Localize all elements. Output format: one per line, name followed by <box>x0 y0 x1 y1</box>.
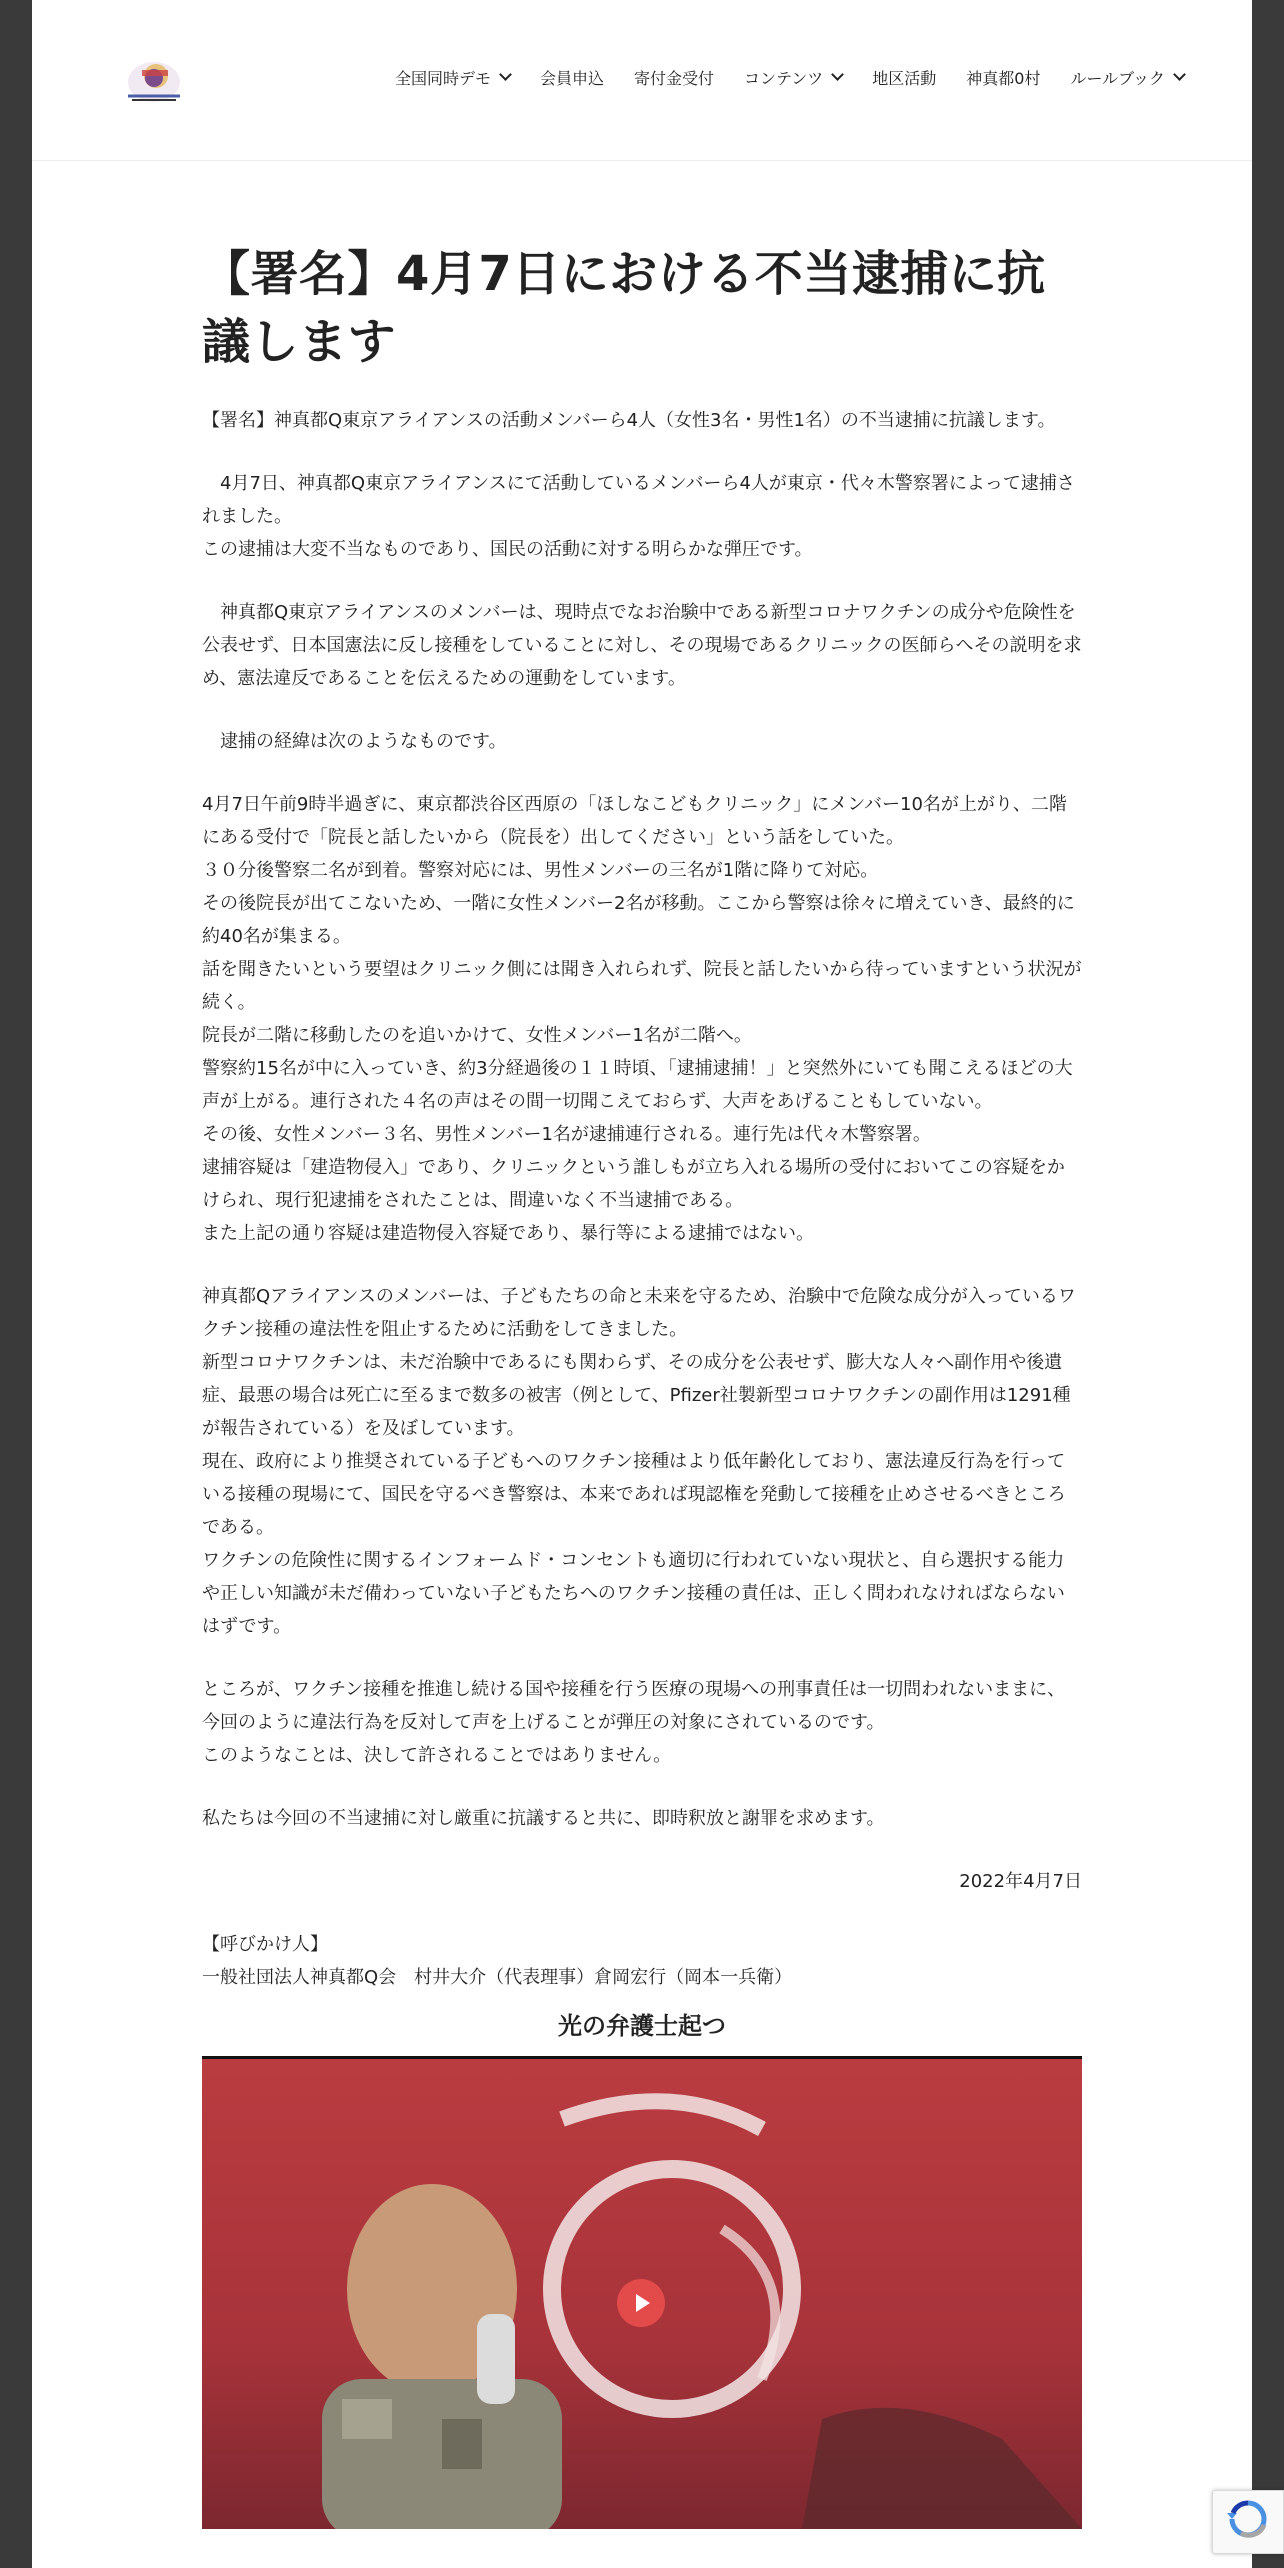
recaptcha-icon <box>1213 2491 1283 2553</box>
text-line: 4月7日、神真都Q東京アライアンスにて活動しているメンバーら4人が東京・代々木警察署によって逮捕されました。 <box>202 473 1075 527</box>
caller-heading: 【呼びかけ人】 <box>202 1934 328 1955</box>
video-player[interactable] <box>202 2056 1082 2529</box>
text-line: また上記の通り容疑は建造物侵入容疑であり、暴行等による逮捕ではない。 <box>202 1223 814 1244</box>
paragraph <box>202 467 1082 566</box>
nav-item-demo[interactable] <box>395 66 510 89</box>
recaptcha-badge[interactable] <box>1212 2490 1284 2554</box>
text-line: 現在、政府により推奨されている子どもへのワクチン接種はより低年齢化しており、憲法違反行為を行っている接種の現場にて、国民を守るべき警察は、本来であれば現認権を発動して接種を止めさせるべきところである。 <box>202 1451 1066 1538</box>
text-line: その後、女性メンバー３名、男性メンバー1名が逮捕連行される。連行先は代々木警察署。 <box>202 1124 931 1145</box>
chevron-down-icon <box>499 68 512 81</box>
text-line: 神真都Qアライアンスのメンバーは、子どもたちの命と未来を守るため、治験中で危険な成分が入っているワクチン接種の違法性を阻止するために活動をしてきました。 <box>202 1286 1076 1340</box>
nav-item-label: 会員申込 <box>540 68 605 88</box>
paragraph <box>202 1280 1082 1643</box>
text-line: 神真都Q東京アライアンスのメンバーは、現時点でなお治験中である新型コロナワクチンの成分や危険性を公表せず、日本国憲法に反し接種をしていることに対し、その現場であるクリニックの医師らへその説明を求め、憲法違反であることを伝えるための運動をしています。 <box>202 602 1082 689</box>
text-line: ワクチンの危険性に関するインフォームド・コンセントも適切に行われていない現状と、自ら選択する能力や正しい知識が未だ備わっていない子どもたちへのワクチン接種の責任は、正しく問われなければならないはずです。 <box>202 1550 1065 1637</box>
text-line: 逮捕の経緯は次のようなものです。 <box>220 731 507 752</box>
paragraph-arrest-details <box>202 788 1082 1250</box>
text-line: ところが、ワクチン接種を推進し続ける国や接種を行う医療の現場への刑事責任は一切問われないままに、今回のように違法行為を反対して声を上げることが弾圧の対象にされているのです。 <box>202 1679 1066 1733</box>
play-button[interactable] <box>617 2279 665 2327</box>
chevron-down-icon <box>1173 68 1186 81</box>
paragraph <box>202 1673 1082 1772</box>
nav-item-label: ルールブック <box>1070 68 1165 88</box>
caller-names: 一般社団法人神真都Q会 村井大介（代表理事）倉岡宏行（岡本一兵衛） <box>202 1967 793 1988</box>
video-title: 光の弁護士起つ <box>558 2012 726 2040</box>
text-line: 院長が二階に移動したのを追いかけて、女性メンバー1名が二階へ。 <box>202 1025 752 1046</box>
article <box>202 240 1082 2529</box>
text-line: この逮捕は大変不当なものであり、国民の活動に対する明らかな弾圧です。 <box>202 539 813 560</box>
nav-item-contents[interactable] <box>744 66 842 89</box>
text-line: 新型コロナワクチンは、未だ治験中であるにも関わらず、その成分を公表せず、膨大な人々へ副作用や後遺症、最悪の場合は死亡に至るまで数多の被害（例として、Pfizer社製新型コロナワクチンの副作用は1291種が報告されている）を及ぼしています。 <box>202 1352 1071 1439</box>
nav-item-local-activity[interactable] <box>872 66 936 89</box>
text-line: 4月7日午前9時半過ぎに、東京都渋谷区西原の「ほしなこどもクリニック」にメンバー10名が上がり、二階にある受付で「院長と話したいから（院長を）出してください」という話をしていた。 <box>202 794 1067 848</box>
text-line: 逮捕容疑は「建造物侵入」であり、クリニックという誰しもが立ち入れる場所の受付においてこの容疑をかけられ、現行犯逮捕をされたことは、間違いなく不当逮捕である。 <box>202 1157 1065 1211</box>
nav-item-donation[interactable] <box>634 66 714 89</box>
nav-item-label: 神真都0村 <box>966 68 1041 88</box>
nav-item-label: 地区活動 <box>872 68 937 88</box>
paragraph <box>202 596 1082 695</box>
paragraph <box>202 725 1082 758</box>
nav-item-membership[interactable] <box>540 66 604 89</box>
text-line: 話を聞きたいという要望はクリニック側には聞き入れられず、院長と話したいから待っていますという状況が続く。 <box>202 959 1082 1013</box>
site-logo[interactable] <box>114 52 194 108</box>
text-line: 警察約15名が中に入っていき、約3分経過後の１１時頃、「逮捕逮捕！」と突然外にいても聞こえるほどの大声が上がる。連行された４名の声はその間一切聞こえておらず、大声をあげることもしていない。 <box>202 1058 1073 1112</box>
text-line: ３０分後警察二名が到着。警察対応には、男性メンバーの三名が1階に降りて対応。 <box>202 860 879 881</box>
nav-item-village[interactable] <box>966 66 1040 89</box>
nav-item-rulebook[interactable] <box>1070 66 1184 89</box>
page <box>32 0 1252 2568</box>
page-title: 【署名】4月7日における不当逮捕に抗議します <box>202 246 1046 370</box>
site-header <box>32 0 1252 161</box>
nav-item-label: コンテンツ <box>744 68 824 88</box>
nav-item-label: 寄付金受付 <box>634 68 715 88</box>
nav-item-label: 全国同時デモ <box>394 68 491 88</box>
post-date: 2022年4月7日 <box>959 1871 1082 1892</box>
text-line: 私たちは今回の不当逮捕に対し厳重に抗議すると共に、即時釈放と謝罪を求めます。 <box>202 1808 885 1829</box>
main-nav <box>365 62 1184 92</box>
chevron-down-icon <box>831 68 844 81</box>
text-line: その後院長が出てこないため、一階に女性メンバー2名が移動。ここから警察は徐々に増えていき、最終的に約40名が集まる。 <box>202 893 1075 947</box>
paragraph <box>202 1802 1082 1835</box>
caller-block <box>202 1928 1082 1994</box>
text-line: このようなことは、決して許されることではありません。 <box>202 1745 672 1766</box>
article-lead: 【署名】神真都Q東京アライアンスの活動メンバーら4人（女性3名・男性1名）の不当逮捕に抗議します。 <box>202 410 1056 431</box>
